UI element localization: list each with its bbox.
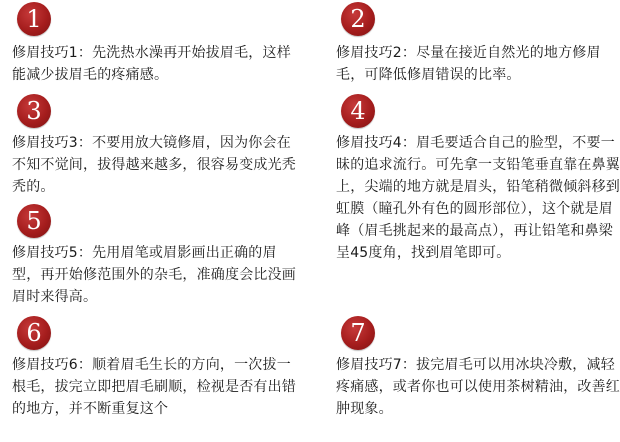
tip-6-text: 修眉技巧6：顺着眉毛生长的方向，一次拔一根毛，拔完立即把眉毛刷顺，检视是否有出错的地方，并不断重复这个 [12,357,296,417]
number-badge-4: 4 [341,94,375,128]
tip-2-text: 修眉技巧2：尽量在接近自然光的地方修眉毛，可降低修眉错误的比率。 [336,45,601,83]
number-badge-1: 1 [17,2,51,36]
tip-5-text: 修眉技巧5：先用眉笔或眉影画出正确的眉型，再开始修范围外的杂毛，准确度会比没画眉时来得高。 [12,245,296,305]
tip-4-text: 修眉技巧4：眉毛要适合自己的脸型，不要一昧的追求流行。可先拿一支铅笔垂直靠在鼻翼上，尖端的地方就是眉头，铅笔稍微倾斜移到虹膜（瞳孔外有色的圆形部位），这个就是眉峰（眉毛挑起来的最高点），再让铅笔和鼻梁呈45度角，找到眉笔即可。 [336,135,620,261]
number-badge-3: 3 [17,94,51,128]
tip-3-text: 修眉技巧3：不要用放大镜修眉，因为你会在不知不觉间，拔得越来越多，很容易变成光秃秃的。 [12,135,296,195]
tip-7-text: 修眉技巧7：拔完眉毛可以用冰块冷敷，减轻疼痛感，或者你也可以使用茶树精油，改善红肿现象。 [336,357,620,417]
number-badge-6: 6 [17,316,51,350]
tip-1-text: 修眉技巧1：先洗热水澡再开始拔眉毛，这样能减少拔眉毛的疼痛感。 [12,45,291,83]
number-badge-2: 2 [341,2,375,36]
number-badge-7: 7 [341,316,375,350]
number-badge-5: 5 [17,204,51,238]
